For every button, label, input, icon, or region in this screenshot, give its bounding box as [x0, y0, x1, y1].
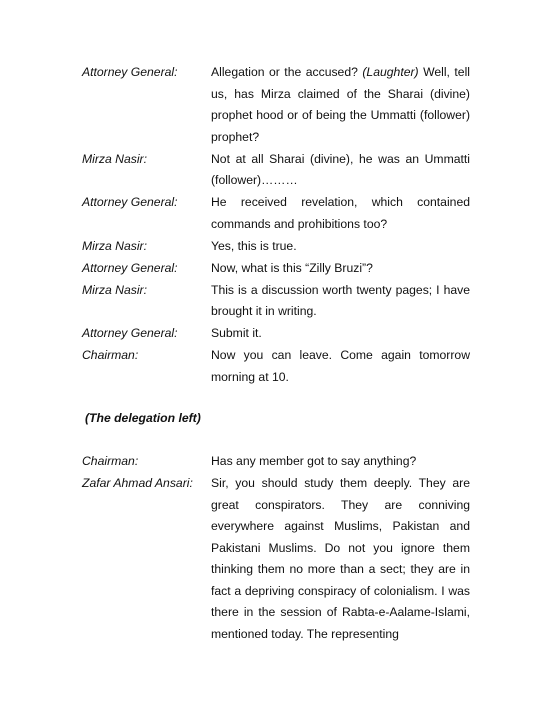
speaker-name: Chairman: [82, 454, 139, 468]
transcript-entry [82, 149, 470, 192]
speech-text: Now you can leave. Come again tomorrow morning at 10. [211, 348, 470, 384]
speech-text-part: Well, tell us, has Mirza claimed of the Sharai (divine) prophet hood or of being the Ummatti (follower) prophet? [211, 65, 470, 144]
speech-text: Not at all Sharai (divine), he was an Ummatti (follower)……… [211, 151, 470, 187]
speech-text [211, 62, 470, 148]
transcript-entry [82, 345, 470, 388]
transcript-section-1 [82, 62, 470, 388]
speaker-name: Mirza Nasir: [82, 282, 148, 297]
speaker-name: Zafar Ahmad Ansari: [82, 476, 193, 490]
speaker-name: Attorney General: [82, 260, 178, 275]
transcript-entry [82, 473, 470, 645]
transcript-entry [82, 323, 470, 345]
transcript-entry [82, 451, 470, 473]
speech-text-part: Allegation or the accused? [211, 65, 363, 79]
speech-text: Submit it. [211, 326, 262, 340]
speaker-name: Attorney General: [82, 65, 178, 79]
speech-text: Yes, this is true. [211, 238, 297, 253]
transcript-entry [82, 236, 470, 258]
transcript-entry [82, 258, 470, 280]
transcript-entry [82, 62, 470, 148]
speech-text: Has any member got to say anything? [211, 454, 417, 468]
transcript-entry [82, 192, 470, 235]
transcript-section-2 [82, 451, 470, 645]
speech-text-italic: (Laughter) [362, 65, 419, 79]
speech-text: Sir, you should study them deeply. They are great conspirators. They are conniving everywhere against Muslims, Pakistan and Pakistani Muslims. Do not you ignore them thinking them no more than a sect; they are in fact a depriving conspiracy of colonialism. I was there in the session of Rabta-e-Aalame-Islami, mentioned today. The representing [211, 476, 470, 641]
speech-text: He received revelation, which contained commands and prohibitions too? [211, 195, 470, 231]
speaker-name: Attorney General: [82, 326, 178, 340]
speaker-name: Mirza Nasir: [82, 238, 148, 253]
stage-direction: (The delegation left) [85, 411, 201, 425]
speech-text: Now, what is this “Zilly Bruzi”? [211, 260, 373, 275]
speaker-name: Chairman: [82, 348, 139, 362]
transcript-entry [82, 280, 470, 323]
speech-text: This is a discussion worth twenty pages; I have brought it in writing. [211, 282, 470, 318]
speaker-name: Mirza Nasir: [82, 151, 148, 166]
speaker-name: Attorney General: [82, 195, 178, 209]
